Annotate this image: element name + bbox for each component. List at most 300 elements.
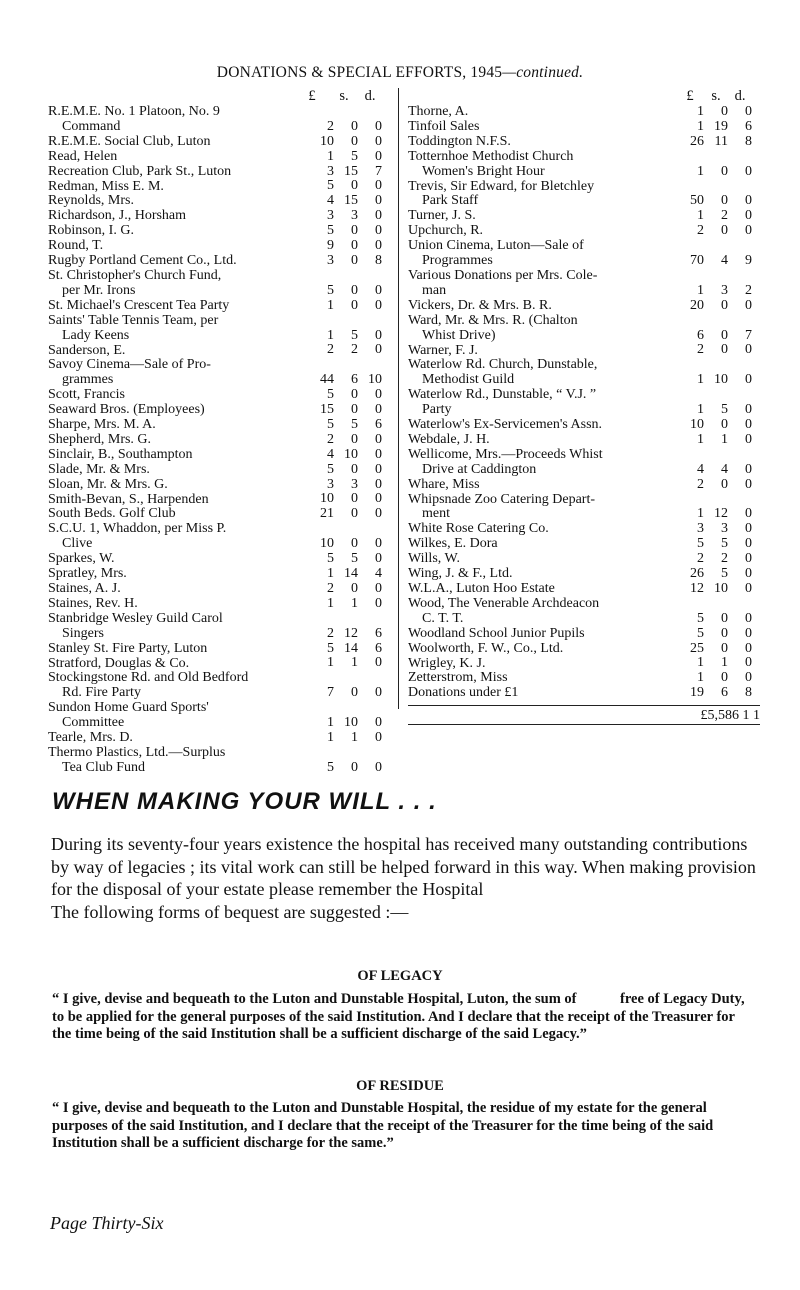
shillings-header: s. bbox=[711, 88, 721, 104]
pence-value: 0 bbox=[745, 655, 752, 671]
pence-value: 0 bbox=[745, 521, 752, 537]
pounds-value: 2 bbox=[697, 476, 704, 492]
donation-entry bbox=[48, 314, 390, 344]
donor-name: Wood, The Venerable Archdeacon C. T. T. bbox=[408, 595, 600, 626]
pence-value: 0 bbox=[745, 566, 752, 581]
pounds-value: 2 bbox=[697, 342, 704, 358]
shillings-value: 0 bbox=[721, 416, 728, 432]
pence-value: 0 bbox=[375, 551, 382, 567]
pounds-value: 3 bbox=[327, 208, 334, 224]
pence-value: 0 bbox=[745, 416, 752, 432]
pounds-value: 5 bbox=[697, 536, 704, 552]
pence-value: 0 bbox=[745, 610, 752, 626]
donor-name: Sundon Home Guard Sports' Committee bbox=[48, 700, 209, 731]
shillings-value: 14 bbox=[344, 640, 358, 656]
pence-value: 0 bbox=[375, 387, 382, 403]
donation-entry bbox=[48, 448, 390, 463]
donor-name: Union Cinema, Luton—Sale of Programmes bbox=[408, 238, 584, 269]
donation-entry bbox=[48, 209, 390, 224]
donation-entry bbox=[408, 433, 760, 448]
donation-amount bbox=[682, 552, 760, 567]
donation-amount bbox=[312, 716, 390, 731]
shillings-value: 5 bbox=[351, 416, 358, 432]
donation-amount bbox=[682, 209, 760, 224]
donor-name: Slade, Mr. & Mrs. bbox=[48, 461, 150, 477]
shillings-value: 15 bbox=[344, 193, 358, 209]
pounds-value: 5 bbox=[327, 416, 334, 432]
donation-amount bbox=[682, 567, 760, 582]
donation-entry bbox=[408, 418, 760, 433]
pence-value: 7 bbox=[375, 163, 382, 179]
shillings-value: 0 bbox=[351, 387, 358, 403]
pounds-value: 1 bbox=[697, 431, 704, 447]
pounds-value: 1 bbox=[327, 595, 334, 611]
donation-amount bbox=[682, 612, 760, 627]
donor-name: Round, T. bbox=[48, 238, 104, 254]
donation-amount bbox=[312, 478, 390, 493]
pounds-value: 3 bbox=[327, 252, 334, 268]
shillings-value: 0 bbox=[351, 118, 358, 134]
pounds-value: 1 bbox=[697, 402, 704, 418]
donation-amount bbox=[312, 373, 390, 388]
shillings-value: 0 bbox=[351, 536, 358, 552]
pounds-value: 6 bbox=[697, 327, 704, 343]
donation-amount bbox=[312, 224, 390, 239]
donation-entry bbox=[408, 180, 760, 210]
donor-name: Scott, Francis bbox=[48, 387, 125, 403]
pounds-value: 5 bbox=[327, 551, 334, 567]
shillings-value: 0 bbox=[721, 670, 728, 686]
grand-total-value: £5,586 1 1 bbox=[700, 708, 760, 724]
donation-entry bbox=[48, 478, 390, 493]
pence-value: 8 bbox=[745, 685, 752, 701]
pence-value: 0 bbox=[745, 372, 752, 388]
donor-name: Tearle, Mrs. D. bbox=[48, 730, 133, 746]
shillings-value: 6 bbox=[351, 372, 358, 388]
donation-entry bbox=[48, 180, 390, 195]
pence-value: 0 bbox=[375, 685, 382, 701]
shillings-value: 5 bbox=[351, 551, 358, 567]
shillings-value: 5 bbox=[721, 566, 728, 581]
donation-amount bbox=[312, 343, 390, 358]
donor-name: Upchurch, R. bbox=[408, 223, 484, 239]
donor-name: Stanbridge Wesley Guild Carol Singers bbox=[48, 610, 223, 641]
donor-name: Thorne, A. bbox=[408, 104, 469, 119]
donation-amount bbox=[682, 299, 760, 314]
donor-name: Webdale, J. H. bbox=[408, 431, 490, 447]
pence-value: 0 bbox=[745, 223, 752, 239]
pence-header: d. bbox=[364, 88, 376, 104]
donation-entry bbox=[408, 627, 760, 642]
donor-name: Whipsnade Zoo Catering Depart- ment bbox=[408, 491, 595, 522]
pounds-value: 2 bbox=[327, 625, 334, 641]
donor-name: Staines, Rev. H. bbox=[48, 595, 138, 611]
donor-name: St. Christopher's Church Fund, per Mr. Irons bbox=[48, 267, 222, 298]
pounds-value: 1 bbox=[327, 729, 334, 745]
donation-amount bbox=[312, 403, 390, 418]
donor-name: Reynolds, Mrs. bbox=[48, 193, 134, 209]
donation-amount bbox=[682, 329, 760, 344]
pence-value: 0 bbox=[375, 133, 382, 149]
donor-name: Tinfoil Sales bbox=[408, 118, 480, 134]
pence-value: 0 bbox=[375, 580, 382, 596]
pence-value: 0 bbox=[375, 506, 382, 522]
pence-value: 0 bbox=[375, 342, 382, 358]
pence-value: 7 bbox=[745, 327, 752, 343]
pounds-value: 5 bbox=[327, 387, 334, 403]
donor-name: Savoy Cinema—Sale of Pro- grammes bbox=[48, 357, 211, 388]
shillings-value: 6 bbox=[721, 685, 728, 701]
shillings-value: 5 bbox=[721, 402, 728, 418]
pence-value: 0 bbox=[745, 163, 752, 179]
shillings-value: 0 bbox=[721, 476, 728, 492]
pounds-value: 1 bbox=[327, 566, 334, 581]
donation-amount bbox=[682, 120, 760, 135]
pounds-value: 4 bbox=[697, 461, 704, 477]
donation-amount bbox=[682, 686, 760, 701]
pence-value: 0 bbox=[375, 402, 382, 418]
donation-entry bbox=[48, 194, 390, 209]
donation-amount bbox=[312, 627, 390, 642]
pounds-value: 1 bbox=[327, 297, 334, 313]
donation-entry bbox=[408, 671, 760, 686]
shillings-value: 19 bbox=[714, 118, 728, 134]
pence-value: 0 bbox=[745, 551, 752, 567]
page-header bbox=[0, 64, 800, 82]
donation-amount bbox=[682, 373, 760, 388]
donor-name: Sparkes, W. bbox=[48, 551, 115, 567]
pence-value: 0 bbox=[745, 402, 752, 418]
donation-amount bbox=[312, 150, 390, 165]
pence-value: 0 bbox=[745, 640, 752, 656]
shillings-value: 0 bbox=[721, 327, 728, 343]
pounds-value: 2 bbox=[327, 342, 334, 358]
pounds-value: 50 bbox=[690, 193, 704, 209]
donation-amount bbox=[312, 656, 390, 671]
donation-amount bbox=[682, 403, 760, 418]
pence-value: 4 bbox=[375, 566, 382, 581]
donation-amount bbox=[312, 165, 390, 180]
donation-entry bbox=[408, 522, 760, 537]
pounds-value: 5 bbox=[697, 610, 704, 626]
donation-entry bbox=[408, 239, 760, 269]
pence-value: 9 bbox=[745, 252, 752, 268]
donation-entry bbox=[48, 746, 390, 776]
pence-value: 0 bbox=[375, 223, 382, 239]
donation-amount bbox=[312, 299, 390, 314]
donor-name: Read, Helen bbox=[48, 148, 118, 164]
donation-amount bbox=[682, 254, 760, 269]
pence-value: 0 bbox=[745, 431, 752, 447]
header-main: DONATIONS & SPECIAL EFFORTS, 1945 bbox=[216, 64, 503, 81]
donor-name: Smith-Bevan, S., Harpenden bbox=[48, 491, 209, 507]
pence-value: 2 bbox=[745, 282, 752, 298]
shillings-value: 1 bbox=[721, 431, 728, 447]
donation-amount bbox=[682, 165, 760, 180]
donation-entry bbox=[408, 150, 760, 180]
donation-amount bbox=[312, 179, 390, 194]
pounds-value: 19 bbox=[690, 685, 704, 701]
pounds-value: 1 bbox=[327, 655, 334, 671]
donor-name: Stockingstone Rd. and Old Bedford Rd. Fire Party bbox=[48, 670, 249, 701]
donor-name: Seaward Bros. (Employees) bbox=[48, 402, 205, 418]
donor-name: Waterlow's Ex-Servicemen's Assn. bbox=[408, 417, 603, 433]
pence-value: 0 bbox=[375, 327, 382, 343]
donation-entry bbox=[408, 314, 760, 344]
donation-entry bbox=[408, 567, 760, 582]
donor-name: Sharpe, Mrs. M. A. bbox=[48, 417, 156, 433]
donor-name: Waterlow Rd., Dunstable, “ V.J. ” Party bbox=[408, 387, 597, 418]
donor-name: R.E.M.E. No. 1 Platoon, No. 9 Command bbox=[48, 104, 220, 134]
donation-amount bbox=[682, 627, 760, 642]
pounds-value: 70 bbox=[690, 252, 704, 268]
donation-entry bbox=[48, 597, 390, 612]
donation-entry bbox=[408, 493, 760, 523]
pence-value: 0 bbox=[375, 178, 382, 194]
donation-entry bbox=[48, 612, 390, 642]
shillings-value: 5 bbox=[351, 148, 358, 164]
donation-amount bbox=[682, 642, 760, 657]
donation-amount bbox=[312, 552, 390, 567]
pence-value: 0 bbox=[745, 461, 752, 477]
pounds-value: 2 bbox=[327, 580, 334, 596]
pence-value: 0 bbox=[745, 580, 752, 596]
donor-name: Sloan, Mr. & Mrs. G. bbox=[48, 476, 168, 492]
pounds-header: £ bbox=[308, 88, 316, 104]
donor-name: Wilkes, E. Dora bbox=[408, 536, 498, 552]
pounds-value: 1 bbox=[697, 506, 704, 522]
shillings-value: 5 bbox=[351, 327, 358, 343]
donation-entry bbox=[48, 388, 390, 403]
shillings-value: 0 bbox=[351, 461, 358, 477]
shillings-value: 0 bbox=[351, 580, 358, 596]
donation-entry bbox=[408, 537, 760, 552]
donation-amount bbox=[682, 537, 760, 552]
pence-value: 0 bbox=[745, 506, 752, 522]
donation-entry bbox=[48, 135, 390, 150]
donor-name: Waterlow Rd. Church, Dunstable, Methodist Guild bbox=[408, 357, 598, 388]
shillings-value: 2 bbox=[721, 551, 728, 567]
donation-entry bbox=[408, 657, 760, 672]
donor-name: Robinson, I. G. bbox=[48, 223, 134, 239]
donor-name: Wellicome, Mrs.—Proceeds Whist Drive at Caddington bbox=[408, 446, 603, 477]
donor-name: Sanderson, E. bbox=[48, 342, 126, 358]
pounds-value: 1 bbox=[697, 655, 704, 671]
donation-amount bbox=[682, 194, 760, 209]
pence-value: 0 bbox=[375, 715, 382, 731]
donor-name: Stratford, Douglas & Co. bbox=[48, 655, 190, 671]
donor-name: Staines, A. J. bbox=[48, 581, 121, 596]
donation-amount bbox=[682, 522, 760, 537]
column-divider bbox=[398, 88, 399, 709]
donation-entry bbox=[408, 105, 760, 120]
donation-entry bbox=[408, 642, 760, 657]
donation-amount bbox=[682, 656, 760, 671]
donation-amount bbox=[312, 194, 390, 209]
pence-value: 0 bbox=[375, 431, 382, 447]
donation-entry bbox=[48, 224, 390, 239]
pence-value: 0 bbox=[375, 446, 382, 462]
donation-amount bbox=[682, 224, 760, 239]
donor-name: Trevis, Sir Edward, for Bletchley Park Staff bbox=[408, 178, 595, 209]
pounds-value: 2 bbox=[327, 118, 334, 134]
pence-value: 0 bbox=[375, 461, 382, 477]
donor-name: Shepherd, Mrs. G. bbox=[48, 431, 152, 447]
donor-name: White Rose Catering Co. bbox=[408, 521, 549, 537]
shillings-value: 15 bbox=[344, 163, 358, 179]
donation-amount bbox=[682, 463, 760, 478]
donation-amount bbox=[682, 343, 760, 358]
donation-amount bbox=[312, 135, 390, 150]
shillings-value: 12 bbox=[714, 506, 728, 522]
donation-entry bbox=[408, 120, 760, 135]
donation-amount bbox=[312, 120, 390, 135]
pence-value: 0 bbox=[375, 297, 382, 313]
pence-value: 0 bbox=[375, 655, 382, 671]
pence-value: 6 bbox=[375, 625, 382, 641]
will-paragraph: During its seventy-four years existence the hospital has received many outstanding contributions by way of legacies ; its vital work can still be helped forward in this way. When making provision for the disposal of your estate please remember the Hospital The following forms of bequest are suggested :— bbox=[51, 834, 756, 922]
shillings-value: 0 bbox=[351, 178, 358, 194]
shillings-value: 10 bbox=[714, 372, 728, 388]
header-continued: —continued. bbox=[502, 64, 584, 81]
donation-entry bbox=[408, 358, 760, 388]
pounds-value: 2 bbox=[697, 223, 704, 239]
donation-entry bbox=[48, 299, 390, 314]
donation-amount bbox=[312, 731, 390, 746]
pounds-value: 5 bbox=[327, 178, 334, 194]
donor-name: St. Michael's Crescent Tea Party bbox=[48, 297, 230, 313]
donor-name: Toddington N.F.S. bbox=[408, 133, 511, 149]
donor-name: Totternhoe Methodist Church Women's Bright Hour bbox=[408, 148, 574, 179]
donation-amount bbox=[682, 507, 760, 522]
pounds-value: 7 bbox=[327, 685, 334, 701]
shillings-value: 10 bbox=[714, 580, 728, 596]
shillings-value: 14 bbox=[344, 566, 358, 581]
pounds-value: 5 bbox=[327, 461, 334, 477]
donation-amount bbox=[682, 433, 760, 448]
pence-value: 0 bbox=[745, 193, 752, 209]
pounds-value: 2 bbox=[327, 431, 334, 447]
shillings-value: 0 bbox=[351, 491, 358, 507]
shillings-value: 0 bbox=[721, 640, 728, 656]
shillings-value: 0 bbox=[351, 506, 358, 522]
currency-header bbox=[408, 88, 760, 105]
donor-name: W.L.A., Luton Hoo Estate bbox=[408, 581, 555, 596]
pounds-value: 10 bbox=[320, 536, 334, 552]
shillings-value: 0 bbox=[721, 103, 728, 119]
donation-amount bbox=[312, 448, 390, 463]
donation-entry bbox=[48, 254, 390, 269]
shillings-value: 11 bbox=[714, 133, 728, 149]
pence-value: 0 bbox=[745, 536, 752, 552]
pence-value: 0 bbox=[745, 342, 752, 358]
donation-entry bbox=[48, 731, 390, 746]
pounds-value: 5 bbox=[327, 223, 334, 239]
pounds-value: 1 bbox=[697, 163, 704, 179]
shillings-value: 0 bbox=[721, 625, 728, 641]
donation-amount bbox=[312, 492, 390, 507]
donor-name: Rugby Portland Cement Co., Ltd. bbox=[48, 253, 237, 269]
donation-amount bbox=[312, 254, 390, 269]
pounds-value: 1 bbox=[327, 715, 334, 731]
pence-value: 6 bbox=[375, 640, 382, 656]
pence-value: 8 bbox=[745, 133, 752, 149]
shillings-value: 0 bbox=[351, 759, 358, 775]
pence-value: 6 bbox=[375, 416, 382, 432]
donation-entry bbox=[48, 105, 390, 135]
donor-name: Vickers, Dr. & Mrs. B. R. bbox=[408, 297, 552, 313]
pounds-value: 10 bbox=[320, 491, 334, 507]
shillings-value: 0 bbox=[351, 431, 358, 447]
pence-value: 0 bbox=[375, 491, 382, 507]
donation-entry bbox=[48, 433, 390, 448]
donation-amount bbox=[312, 567, 390, 582]
donor-name: Wing, J. & F., Ltd. bbox=[408, 566, 513, 582]
donation-entry bbox=[408, 209, 760, 224]
pence-value: 10 bbox=[368, 372, 382, 388]
pounds-value: 4 bbox=[327, 193, 334, 209]
shillings-value: 0 bbox=[351, 238, 358, 254]
shillings-value: 3 bbox=[721, 521, 728, 537]
shillings-value: 0 bbox=[351, 252, 358, 268]
page-footer: Page Thirty-Six bbox=[50, 1213, 164, 1233]
pounds-value: 3 bbox=[327, 476, 334, 492]
donation-amount bbox=[682, 284, 760, 299]
donation-amount bbox=[312, 642, 390, 657]
donation-entry bbox=[408, 597, 760, 627]
pounds-value: 1 bbox=[697, 670, 704, 686]
pounds-value: 5 bbox=[327, 759, 334, 775]
legacy-heading: OF LEGACY bbox=[357, 968, 443, 984]
residue-text: “ I give, devise and bequeath to the Luton and Dunstable Hospital, the residue of my estate for the general purposes of the said Institution, and I declare that the receipt of the Treasurer for the time being of the said Institution shall be a sufficient discharge for the same.” bbox=[52, 1100, 714, 1151]
shillings-value: 0 bbox=[351, 133, 358, 149]
donation-entry bbox=[408, 388, 760, 418]
legacy-text: “ I give, devise and bequeath to the Luton and Dunstable Hospital, Luton, the sum of free of Legacy Duty, to be applied for the general purposes of the said Institution. And I declare that the receipt of the Treasurer for the time being of the said Institution shall be a sufficient discharge of the said Legacy.” bbox=[52, 991, 749, 1042]
pence-value: 0 bbox=[375, 193, 382, 209]
donation-amount bbox=[682, 582, 760, 597]
pounds-value: 1 bbox=[327, 327, 334, 343]
donation-entry bbox=[48, 463, 390, 478]
donation-entry bbox=[48, 522, 390, 552]
pence-value: 0 bbox=[375, 148, 382, 164]
donation-entry bbox=[48, 239, 390, 254]
pounds-value: 21 bbox=[320, 506, 334, 522]
pounds-value: 3 bbox=[327, 163, 334, 179]
pence-value: 0 bbox=[375, 118, 382, 134]
grand-total bbox=[408, 705, 760, 725]
donation-entry bbox=[408, 224, 760, 239]
donation-amount bbox=[682, 671, 760, 686]
donation-amount bbox=[312, 507, 390, 522]
shillings-value: 10 bbox=[344, 446, 358, 462]
pounds-value: 1 bbox=[697, 118, 704, 134]
donation-amount bbox=[312, 284, 390, 299]
donation-entry bbox=[408, 686, 760, 701]
donation-amount bbox=[312, 239, 390, 254]
pence-value: 0 bbox=[745, 670, 752, 686]
right-donations-column bbox=[408, 88, 760, 725]
donation-amount bbox=[312, 686, 390, 701]
shillings-value: 4 bbox=[721, 461, 728, 477]
donor-name: R.E.M.E. Social Club, Luton bbox=[48, 133, 211, 149]
shillings-value: 3 bbox=[351, 208, 358, 224]
shillings-value: 1 bbox=[351, 595, 358, 611]
shillings-value: 3 bbox=[351, 476, 358, 492]
will-section-title: WHEN MAKING YOUR WILL . . . bbox=[52, 788, 437, 815]
pounds-value: 26 bbox=[690, 133, 704, 149]
donation-entry bbox=[48, 150, 390, 165]
pounds-value: 20 bbox=[690, 297, 704, 313]
